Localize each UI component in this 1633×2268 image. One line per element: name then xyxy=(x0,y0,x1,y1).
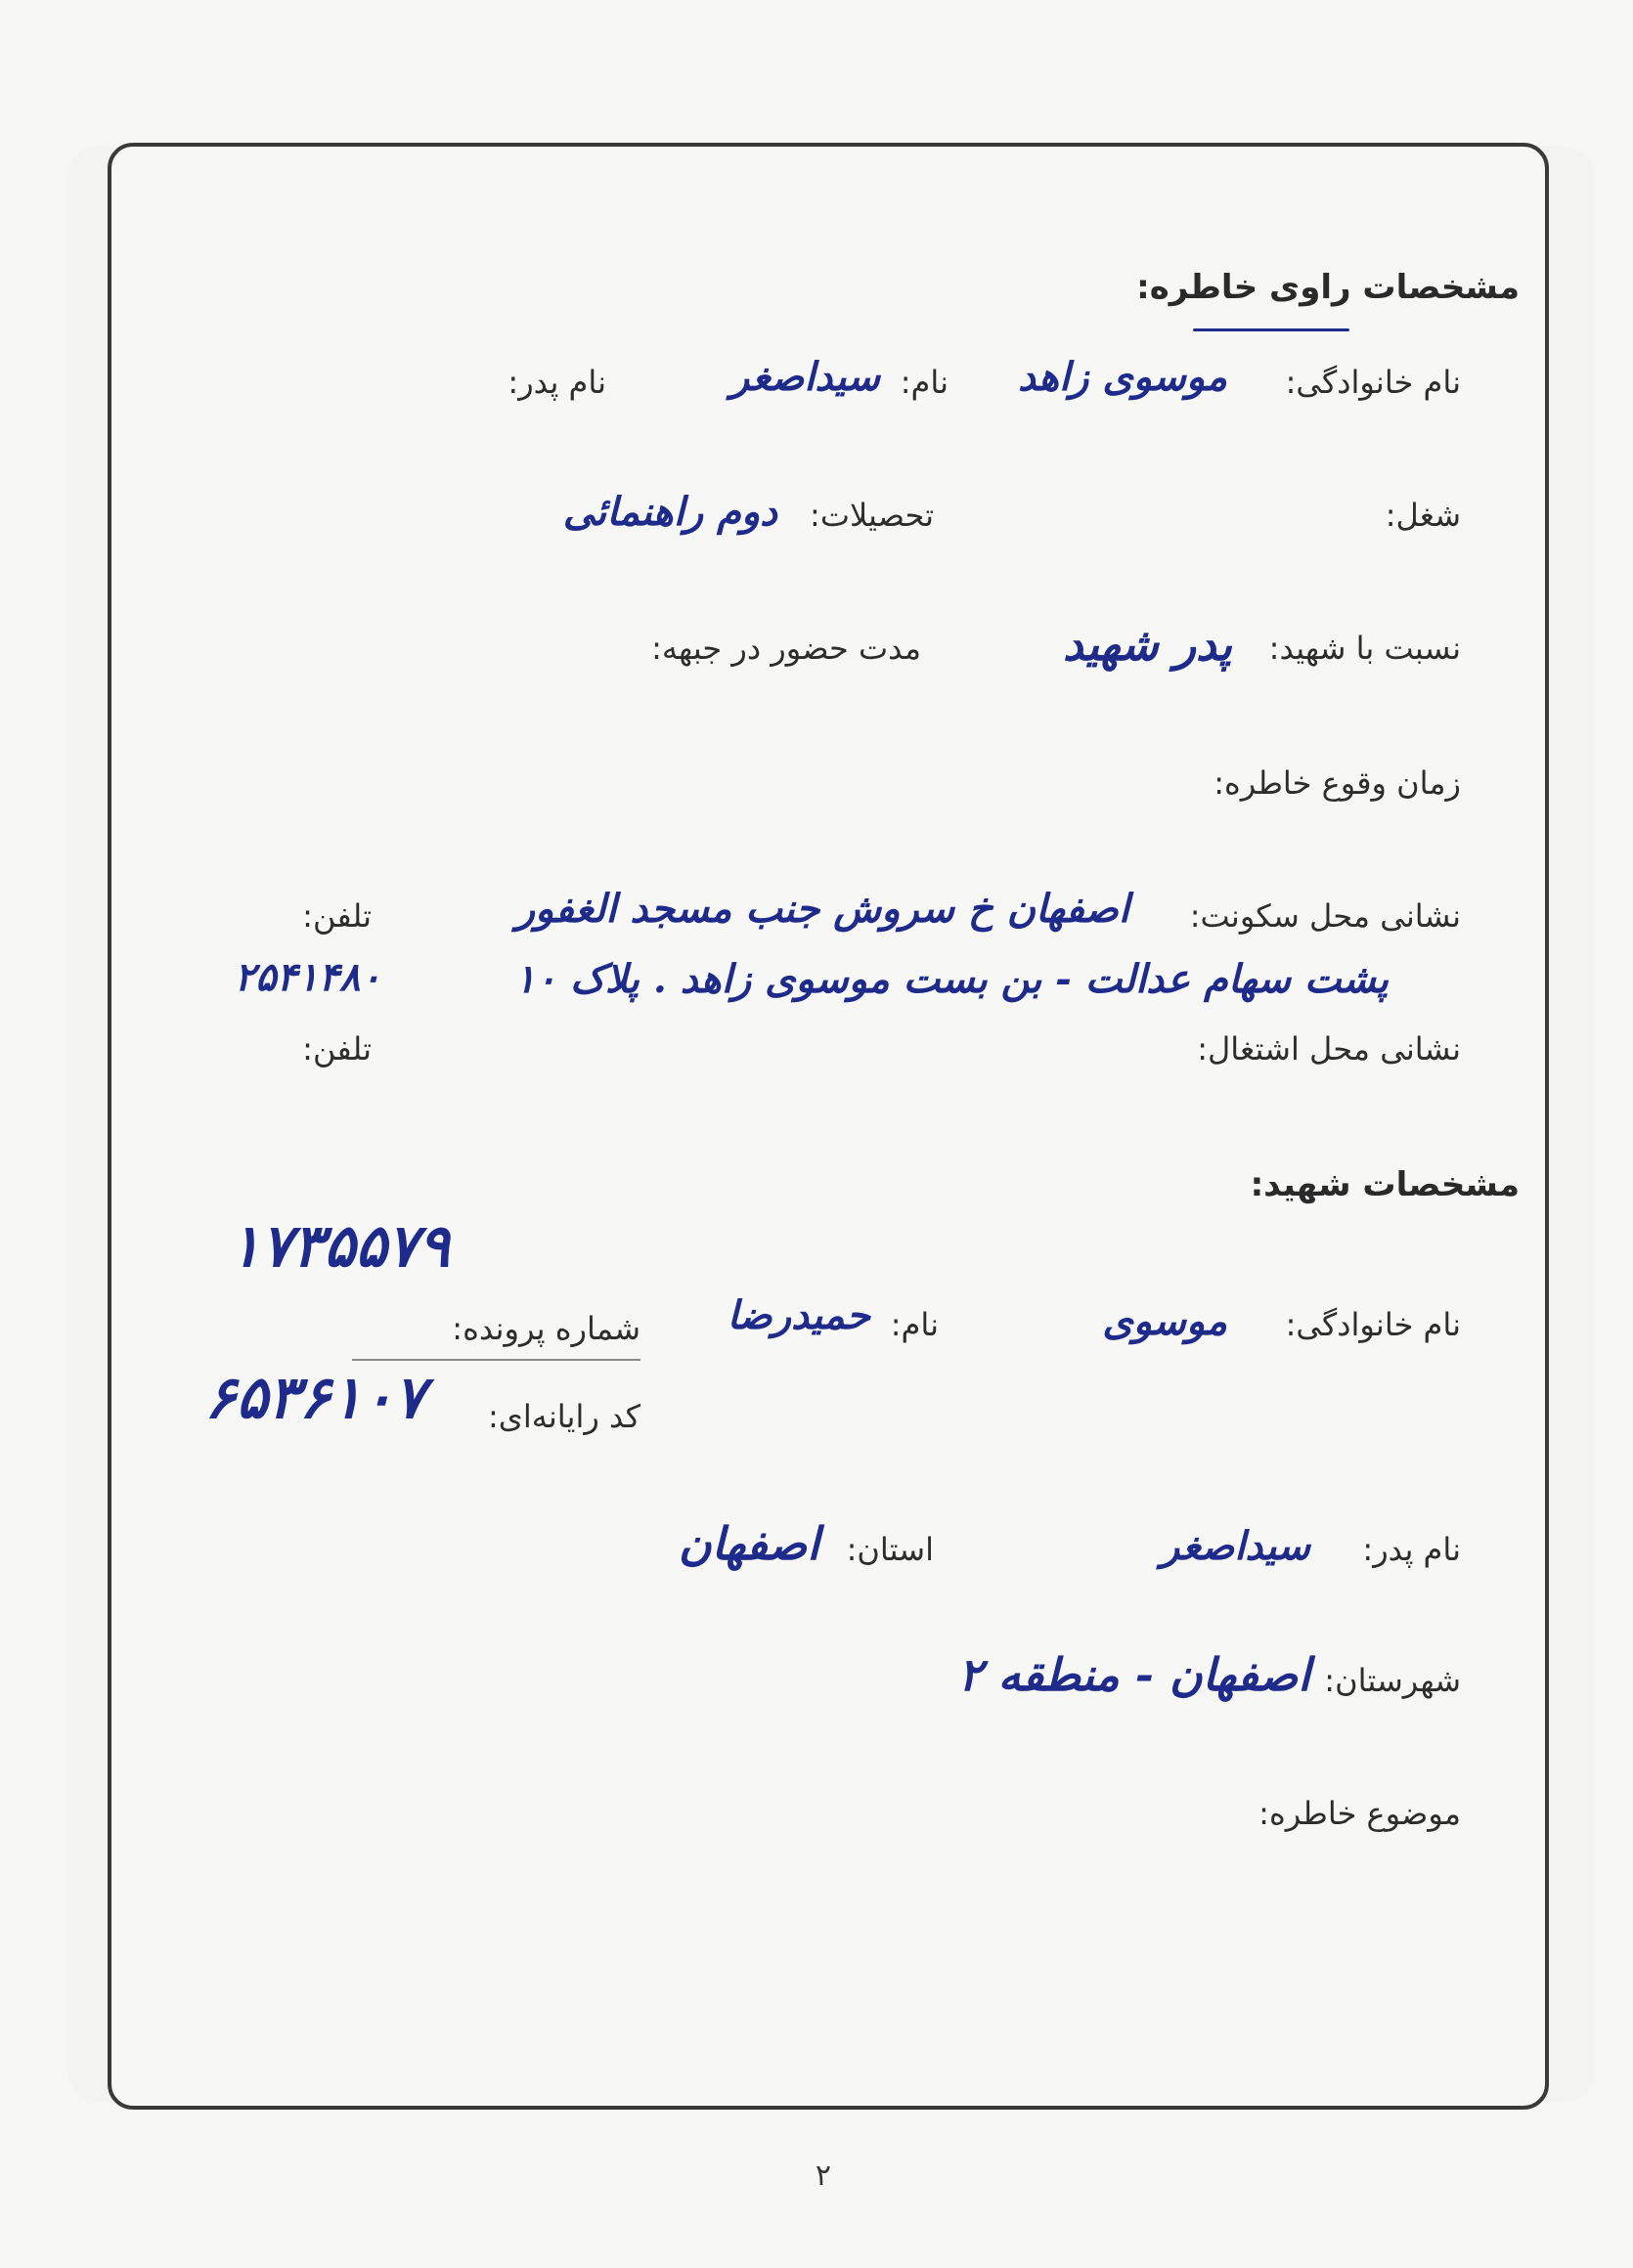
narrator-memory-time-label: زمان وقوع خاطره: xyxy=(1214,764,1461,802)
martyr-computer-code-value: ۶۵۳۶۱۰۷ xyxy=(204,1364,425,1432)
martyr-family-name-value: موسوی xyxy=(1102,1298,1227,1344)
narrator-relation-value: پدر شهید xyxy=(1063,618,1232,671)
martyr-heading: مشخصات شهید: xyxy=(1250,1165,1520,1204)
narrator-family-name-label: نام خانوادگی: xyxy=(1285,364,1461,401)
martyr-file-number-value: ۱۷۳۵۵۷۹ xyxy=(229,1212,450,1281)
narrator-first-name-label: نام: xyxy=(900,364,949,401)
martyr-father-name-value: سیداصغر xyxy=(1160,1523,1310,1569)
narrator-work-address-label: نشانی محل اشتغال: xyxy=(1197,1030,1461,1068)
narrator-home-phone-label: تلفن: xyxy=(302,897,372,935)
narrator-work-phone-label: تلفن: xyxy=(302,1030,372,1068)
martyr-province-label: استان: xyxy=(846,1531,934,1568)
martyr-file-number-label: شماره پرونده: xyxy=(452,1310,640,1347)
martyr-first-name-value: حمیدرضا xyxy=(727,1292,870,1338)
narrator-home-address-line2: پشت سهام عدالت - بن بست موسوی زاهد . پلاک ۱۰ xyxy=(514,956,1389,1002)
narrator-relation-label: نسبت با شهید: xyxy=(1268,630,1461,667)
narrator-first-name-value: سیداصغر xyxy=(729,354,880,400)
file-number-rule xyxy=(352,1359,640,1361)
narrator-education-value: دوم راهنمائی xyxy=(562,489,777,535)
martyr-first-name-label: نام: xyxy=(890,1306,939,1343)
narrator-heading: مشخصات راوی خاطره: xyxy=(1136,268,1520,307)
narrator-home-address-line1: اصفهان خ سروش جنب مسجد الغفور xyxy=(515,886,1129,932)
narrator-father-name-label: نام پدر: xyxy=(508,364,606,401)
martyr-memory-subject-label: موضوع خاطره: xyxy=(1258,1795,1461,1832)
narrator-education-label: تحصیلات: xyxy=(810,497,934,534)
martyr-family-name-label: نام خانوادگی: xyxy=(1285,1306,1461,1343)
martyr-city-label: شهرستان: xyxy=(1324,1662,1461,1699)
narrator-job-label: شغل: xyxy=(1385,497,1461,534)
narrator-front-duration-label: مدت حضور در جبهه: xyxy=(651,630,921,667)
narrator-home-phone-value: ۲۵۴۱۴۸۰ xyxy=(234,954,381,1000)
narrator-family-name-value: موسوی زاهد xyxy=(1017,354,1227,400)
martyr-computer-code-label: کد رایانه‌ای: xyxy=(488,1398,640,1435)
narrator-home-address-label: نشانی محل سکونت: xyxy=(1189,897,1461,935)
martyr-father-name-label: نام پدر: xyxy=(1362,1531,1461,1568)
martyr-province-value: اصفهان xyxy=(678,1517,819,1570)
martyr-city-value: اصفهان - منطقه ۲ xyxy=(957,1648,1310,1701)
page-number: ۲ xyxy=(815,2159,831,2193)
narrator-heading-underline xyxy=(1193,328,1349,331)
